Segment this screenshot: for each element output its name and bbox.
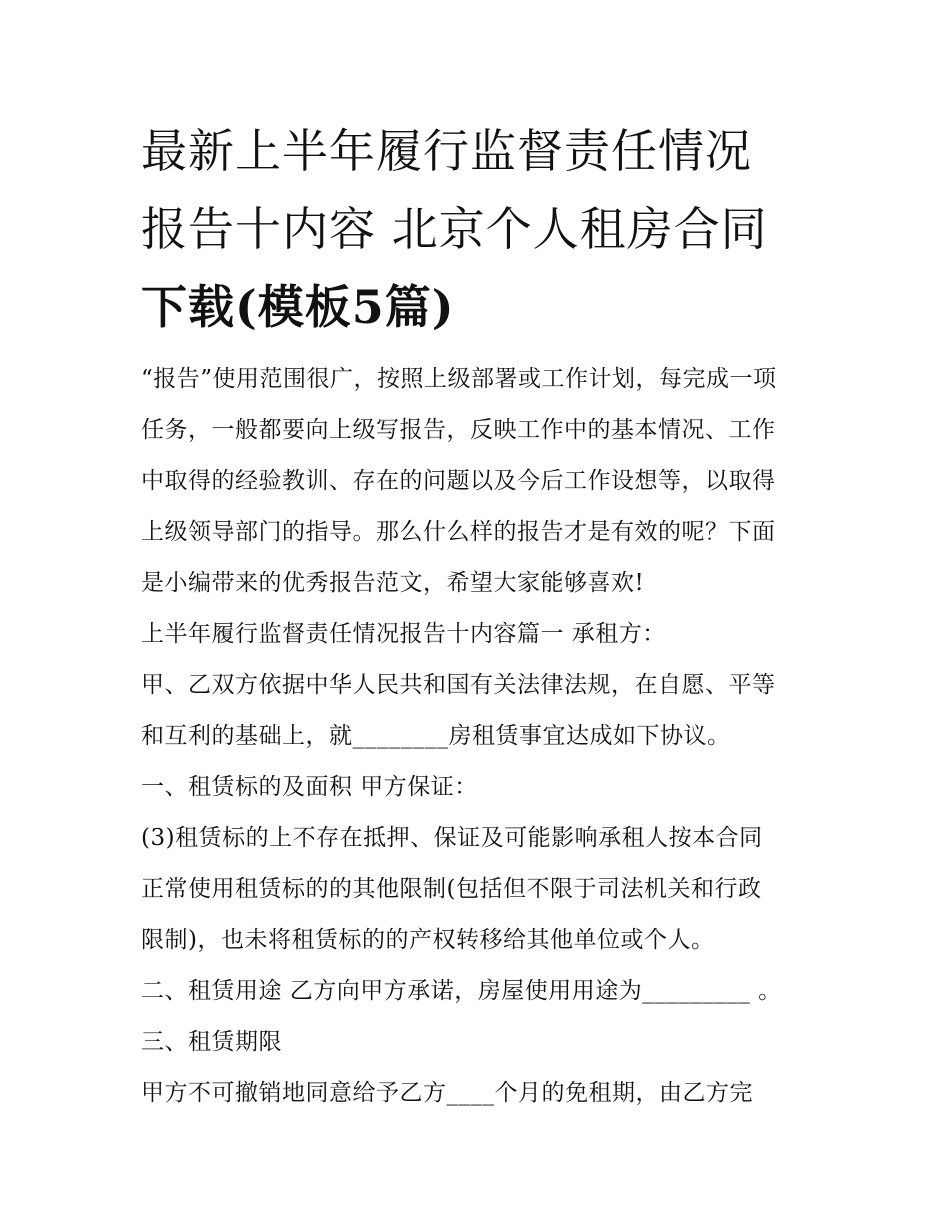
body-line-10: (3)租赁标的上不存在抵押、保证及可能影响承租人按本合同 xyxy=(141,825,763,851)
body-line-13: 二、租赁用途 乙方向甲方承诺，房屋使用用途为_________ 。 xyxy=(141,978,782,1004)
body-line-7: 甲、乙双方依据中华人民共和国有关法律法规，在自愿、平等 xyxy=(141,672,776,698)
body-line-9: 一、租赁标的及面积 甲方保证： xyxy=(141,774,478,800)
body-line-11: 正常使用租赁标的的其他限制(包括但不限于司法机关和行政 xyxy=(141,876,762,902)
body-line-6: 上半年履行监督责任情况报告十内容篇一 承租方： xyxy=(141,621,666,647)
body-line-12: 限制)，也未将租赁标的的产权转移给其他单位或个人。 xyxy=(141,927,715,953)
title-line-2: 报告十内容 北京个人租房合同 xyxy=(141,202,768,256)
body-line-4: 上级领导部门的指导。那么什么样的报告才是有效的呢？下面 xyxy=(141,519,776,545)
document-page xyxy=(141,112,821,1119)
document-body xyxy=(141,354,821,1119)
body-line-5: 是小编带来的优秀报告范文，希望大家能够喜欢! xyxy=(141,570,645,596)
body-line-14: 三、租赁期限 xyxy=(141,1029,282,1055)
title-line-1: 最新上半年履行监督责任情况 xyxy=(141,124,752,178)
body-line-2: 任务，一般都要向上级写报告，反映工作中的基本情况、工作 xyxy=(141,417,776,443)
body-line-3: 中取得的经验教训、存在的问题以及今后工作设想等，以取得 xyxy=(141,468,776,494)
body-line-15: 甲方不可撤销地同意给予乙方____个月的免租期，由乙方完 xyxy=(141,1080,753,1106)
body-line-1: “报告”使用范围很广，按照上级部署或工作计划，每完成一项 xyxy=(141,366,777,392)
body-line-8: 和互利的基础上，就________房租赁事宜达成如下协议。 xyxy=(141,723,731,749)
document-title xyxy=(141,112,821,346)
title-line-3: 下载(模板5篇) xyxy=(141,280,455,334)
